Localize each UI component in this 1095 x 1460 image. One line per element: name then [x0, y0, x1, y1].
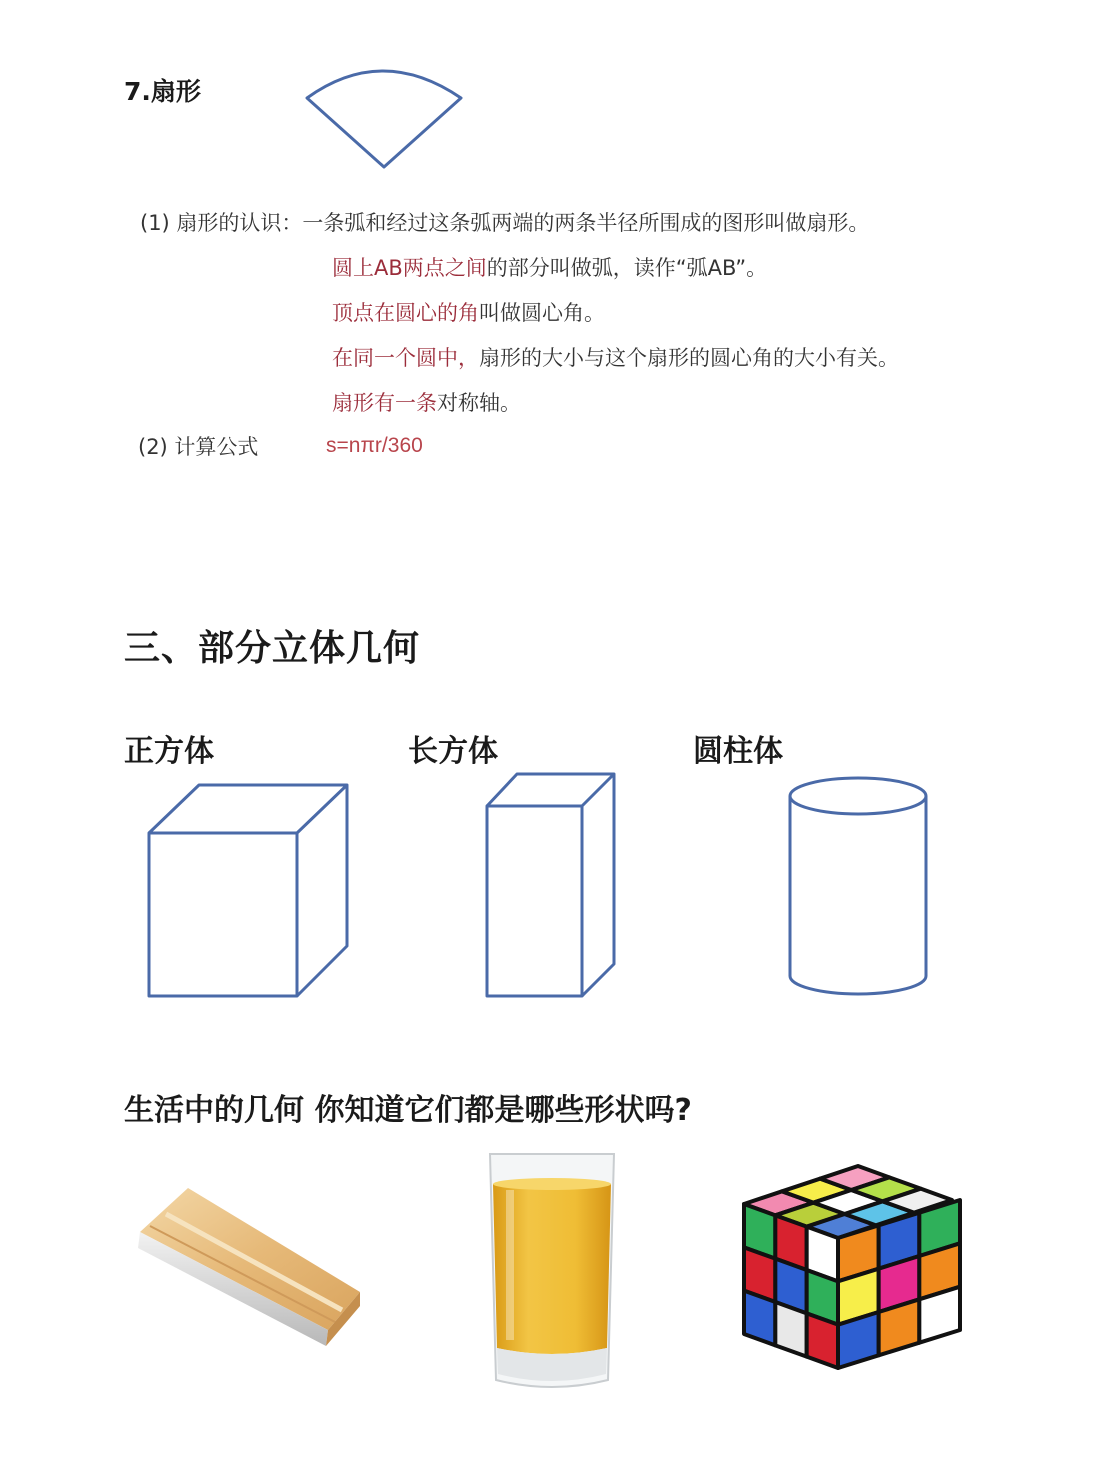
central-angle-line [332, 298, 605, 328]
sector-size-line [332, 343, 899, 373]
section-title-sector: 7.扇形 [124, 77, 201, 106]
angle-text: 叫做圆心角。 [479, 301, 605, 325]
life-geometry-heading: 生活中的几何 你知道它们都是哪些形状吗? [124, 1093, 692, 1128]
sector-figure [300, 60, 470, 175]
size-highlight: 在同一个圆中， [332, 346, 479, 370]
juice-glass-image [482, 1148, 622, 1398]
cuboid-label: 长方体 [408, 734, 498, 769]
symmetry-line [332, 388, 521, 418]
arc-text: 的部分叫做弧，读作“弧AB”。 [486, 256, 768, 280]
axis-text: 对称轴。 [437, 391, 521, 415]
sector-definition-line [140, 208, 869, 238]
eraser-image [130, 1180, 370, 1360]
cube-figure [140, 776, 360, 1006]
rubiks-cube-image [738, 1160, 968, 1375]
size-text: 扇形的大小与这个扇形的圆心角的大小有关。 [479, 346, 899, 370]
axis-highlight: 扇形有一条 [332, 391, 437, 415]
area-formula: s=nπr/360 [326, 434, 423, 457]
formula-label: (2) 计算公式 [138, 435, 259, 459]
cylinder-figure [780, 768, 940, 1008]
angle-highlight: 顶点在圆心的角 [332, 301, 479, 325]
cube-label: 正方体 [124, 734, 214, 769]
cylinder-label: 圆柱体 [693, 734, 783, 769]
cuboid-figure [480, 766, 625, 1006]
definition-label: (1) 扇形的认识： [140, 211, 303, 235]
arc-highlight: 圆上AB两点之间 [332, 256, 487, 280]
section-heading-solid-geometry: 三、部分立体几何 [124, 628, 421, 669]
definition-text: 一条弧和经过这条弧两端的两条半径所围成的图形叫做扇形。 [302, 211, 870, 235]
arc-line [332, 253, 767, 283]
